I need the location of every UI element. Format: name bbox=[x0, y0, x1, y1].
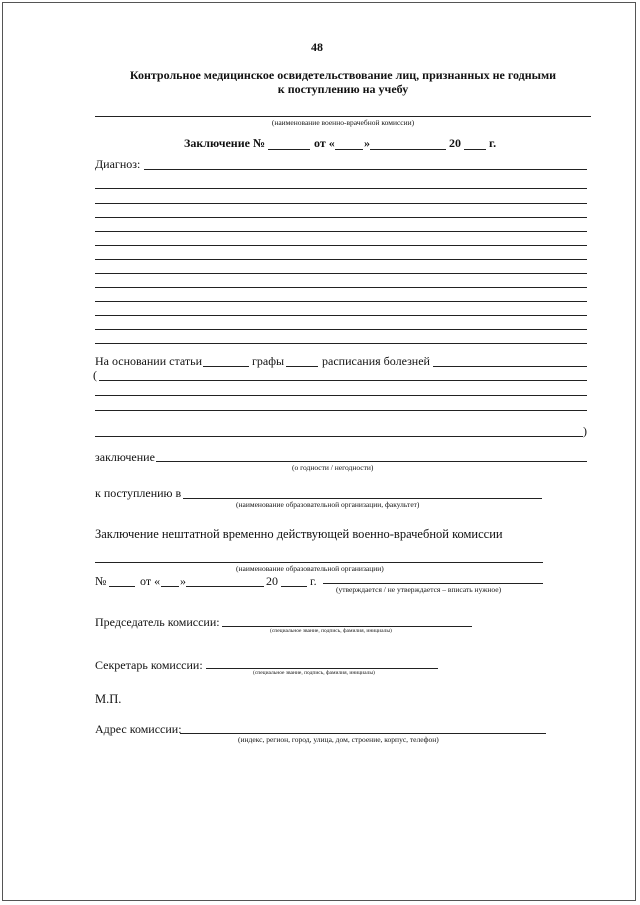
approval-caption: (утверждается / не утверждается – вписать нужное) bbox=[336, 585, 502, 594]
diagnosis-line-2[interactable] bbox=[95, 188, 587, 189]
conclusion-year-field[interactable] bbox=[464, 149, 486, 150]
conclusion-caption: (о годности / негодности) bbox=[292, 463, 374, 472]
temp-year-field[interactable] bbox=[281, 586, 307, 587]
basis-line-2[interactable] bbox=[95, 395, 587, 396]
temp-from-label: от « bbox=[140, 574, 161, 588]
commission-name-line[interactable] bbox=[95, 116, 591, 117]
temp-number-field[interactable] bbox=[109, 586, 135, 587]
conclusion-field[interactable] bbox=[156, 461, 587, 462]
basis-article-label: На основании статьи bbox=[95, 354, 203, 368]
organization-name-caption: (наименование образовательной организации) bbox=[236, 564, 384, 573]
conclusion-year-prefix: 20 bbox=[449, 136, 461, 150]
conclusion-from-label: от « bbox=[314, 136, 335, 150]
address-caption: (индекс, регион, город, улица, дом, строение, корпус, телефон) bbox=[238, 735, 439, 744]
basis-line-4[interactable] bbox=[95, 436, 583, 437]
diagnosis-line-10[interactable] bbox=[95, 301, 587, 302]
chairman-signature-field[interactable] bbox=[222, 626, 472, 627]
temp-year-prefix: 20 bbox=[266, 574, 278, 588]
chairman-caption: (специальное звание, подпись, фамилия, инициалы) bbox=[270, 628, 392, 634]
diagnosis-line-5[interactable] bbox=[95, 231, 587, 232]
stamp-place: М.П. bbox=[95, 692, 122, 706]
secretary-caption: (специальное звание, подпись, фамилия, инициалы) bbox=[253, 670, 375, 676]
diagnosis-line-6[interactable] bbox=[95, 245, 587, 246]
diagnosis-line-9[interactable] bbox=[95, 287, 587, 288]
basis-line-3[interactable] bbox=[95, 410, 587, 411]
conclusion-label: заключение bbox=[95, 450, 155, 464]
conclusion-month-field[interactable] bbox=[370, 149, 446, 150]
basis-schedule-field[interactable] bbox=[433, 366, 587, 367]
commission-name-caption: (наименование военно-врачебной комиссии) bbox=[271, 118, 415, 127]
basis-article-field[interactable] bbox=[203, 366, 249, 367]
diagnosis-line-12[interactable] bbox=[95, 329, 587, 330]
temp-close-quote: » bbox=[180, 574, 186, 588]
organization-name-field[interactable] bbox=[95, 562, 543, 563]
conclusion-day-field[interactable] bbox=[335, 149, 363, 150]
diagnosis-line-8[interactable] bbox=[95, 273, 587, 274]
basis-column-label: графы bbox=[252, 354, 285, 368]
temporary-commission-title: Заключение нештатной временно действующей военно-врачебной комиссии bbox=[95, 527, 503, 541]
document-title-line-2: к поступлению на учебу bbox=[277, 82, 409, 96]
diagnosis-line-7[interactable] bbox=[95, 259, 587, 260]
admission-caption: (наименование образовательной организации, факультет) bbox=[236, 500, 420, 509]
conclusion-number-field[interactable] bbox=[268, 149, 310, 150]
document-title-line-1: Контрольное медицинское освидетельствование лиц, признанных не годными bbox=[129, 68, 557, 82]
temp-day-field[interactable] bbox=[161, 586, 179, 587]
temp-month-field[interactable] bbox=[186, 586, 264, 587]
basis-close-paren: ) bbox=[583, 424, 587, 438]
diagnosis-line-11[interactable] bbox=[95, 315, 587, 316]
chairman-label: Председатель комиссии: bbox=[95, 615, 220, 629]
basis-line-1[interactable] bbox=[99, 380, 587, 381]
admission-field[interactable] bbox=[183, 498, 542, 499]
basis-open-paren: ( bbox=[93, 368, 97, 382]
conclusion-year-suffix: г. bbox=[489, 136, 497, 150]
diagnosis-label: Диагноз: bbox=[95, 157, 141, 171]
secretary-signature-field[interactable] bbox=[206, 668, 438, 669]
address-label: Адрес комиссии: bbox=[95, 722, 182, 736]
diagnosis-line-1[interactable] bbox=[144, 169, 587, 170]
basis-schedule-label: расписания болезней bbox=[322, 354, 430, 368]
temp-year-suffix: г. bbox=[310, 574, 317, 588]
address-field[interactable] bbox=[180, 733, 546, 734]
diagnosis-line-3[interactable] bbox=[95, 203, 587, 204]
diagnosis-line-13[interactable] bbox=[95, 343, 587, 344]
basis-column-field[interactable] bbox=[286, 366, 318, 367]
conclusion-close-quote: » bbox=[364, 136, 370, 150]
secretary-label: Секретарь комиссии: bbox=[95, 658, 203, 672]
temp-number-label: № bbox=[95, 574, 107, 588]
approval-field[interactable] bbox=[323, 583, 543, 584]
admission-label: к поступлению в bbox=[95, 486, 182, 500]
diagnosis-line-4[interactable] bbox=[95, 217, 587, 218]
page-number: 48 bbox=[311, 40, 323, 54]
conclusion-number-label: Заключение № bbox=[184, 136, 265, 150]
